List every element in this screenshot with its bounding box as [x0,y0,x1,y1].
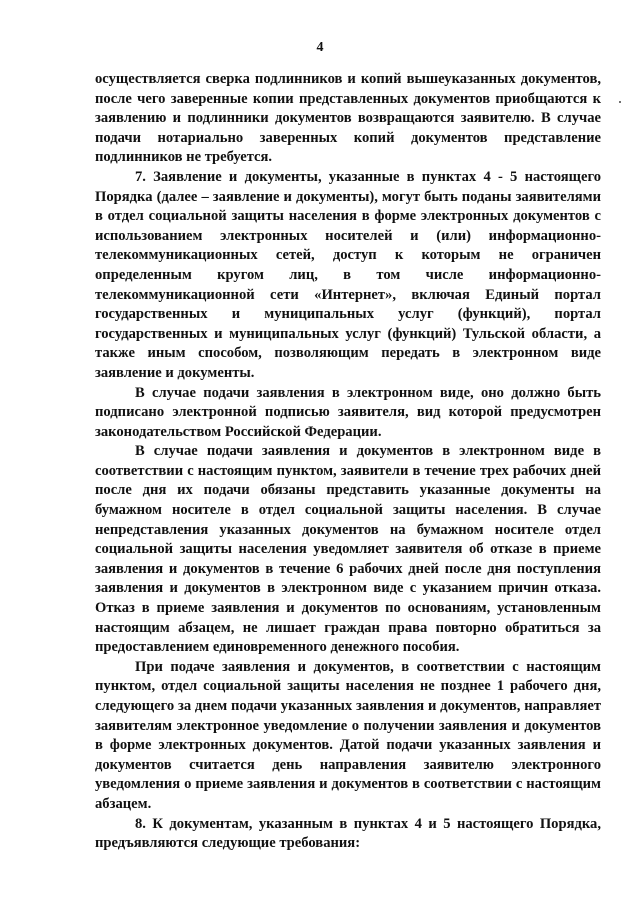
paragraph-continuation: осуществляется сверка подлинников и копий вышеуказанных документов, после чего заверенные копии представленных документов приобщаются к заявлению и подлинники документов возвращаются заявителю. В случае подачи нотариально заверенных копий документов представление подлинников не требуется. [95,71,601,166]
paragraph-item-7: 7. Заявление и документы, указанные в пунктах 4 - 5 настоящего Порядка (далее – заявление и документы), могут быть поданы заявителями в отдел социальной защиты населения в форме электронных документов с использованием электронных носителей и (или) информационно-телекоммуникационных сетей, доступ к которым не ограничен определенным кругом лиц, в том числе информационно-телекоммуникационной сети «Интернет», включая Единый портал государственных и муниципальных услуг (функций), портал государственных и муниципальных услуг (функций) Тульской области, а также иным способом, позволяющим передать в электронном виде заявление и документы. [95,168,601,381]
document-body [95,70,601,854]
paragraph-paper-submission: В случае подачи заявления и документов в электронном виде в соответствии с настоящим пунктом, заявители в течение трех рабочих дней после дня их подачи обязаны представить указанные документы на бумажном носителе в отдел социальной защиты населения. В случае непредставления указанных документов на бумажном носителе отдел социальной защиты населения уведомляет заявителя об отказе в приеме заявления и документов в течение 6 рабочих дней после дня поступления заявления и документов в электронном виде с указанием причин отказа. Отказ в приеме заявления и документов по основаниям, установленным настоящим абзацем, не лишает граждан права повторно обратиться за предоставлением единовременного денежного пособия. [95,443,601,656]
paragraph-electronic-notice: При подаче заявления и документов, в соответствии с настоящим пунктом, отдел социальной защиты населения не позднее 1 рабочего дня, следующего за днем подачи указанных заявления и документов, направляет заявителям электронное уведомление о получении заявления и документов в форме электронных документов. Датой подачи указанных заявления и документов считается день направления заявителю электронного уведомления о приеме заявления и документов в соответствии с настоящим абзацем. [95,658,601,812]
paragraph-item-8: 8. К документам, указанным в пунктах 4 и 5 настоящего Порядка, предъявляются следующие требования: [95,815,601,852]
paragraph-electronic-signature: В случае подачи заявления в электронном виде, оно должно быть подписано электронной подписью заявителя, вид которой предусмотрен законодательством Российской Федерации. [95,384,601,440]
margin-mark [619,101,621,103]
page-number: 4 [316,40,324,55]
